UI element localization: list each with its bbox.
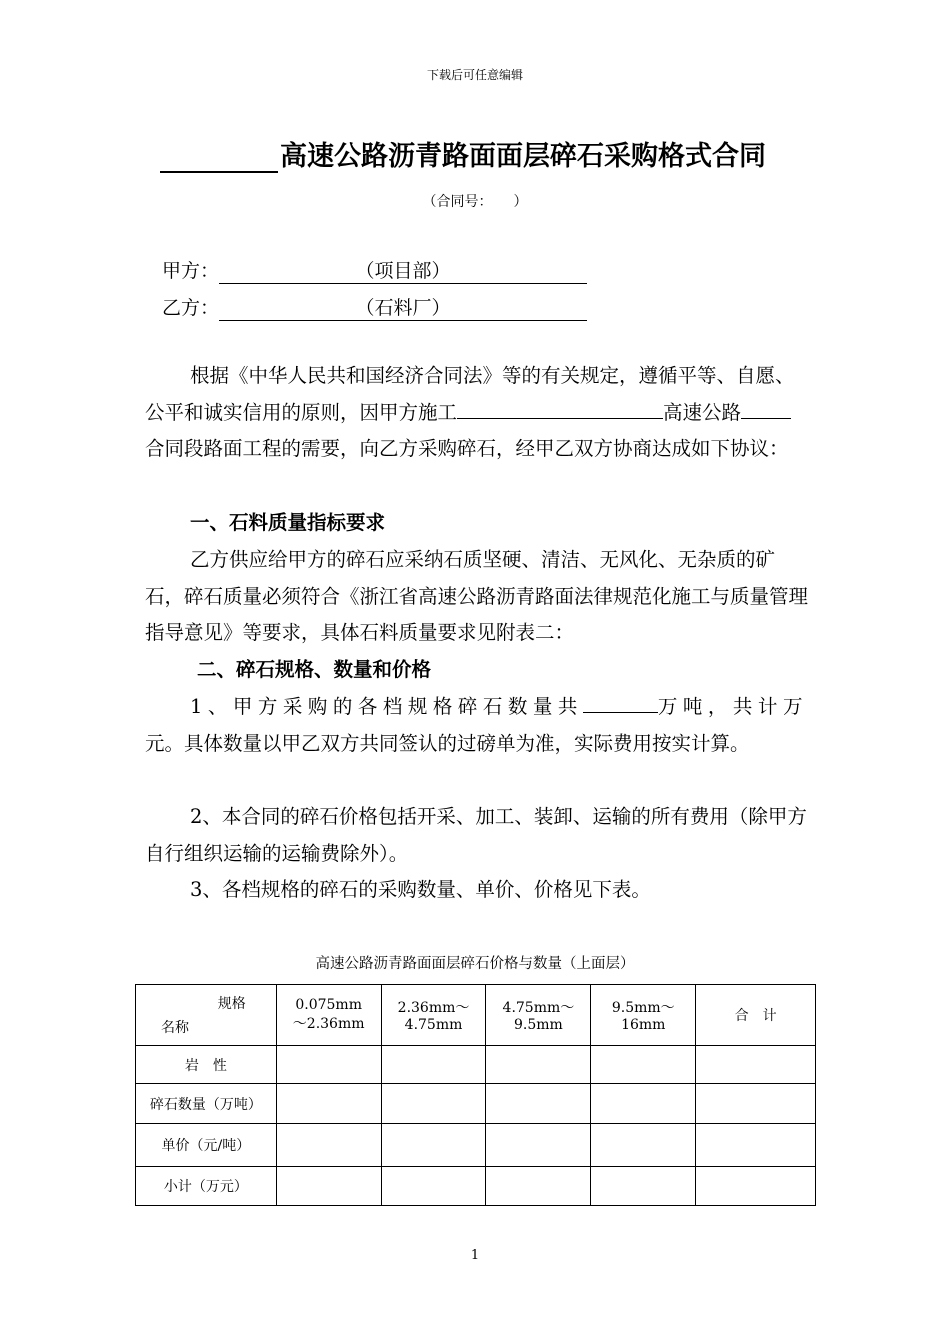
table-cell <box>486 1167 591 1206</box>
column-header: 4.75mm～ 9.5mm <box>486 985 591 1046</box>
item1-part1: 1、甲方采购的各档规格碎石数量共 <box>190 695 583 718</box>
row-label: 小计（万元） <box>136 1167 277 1206</box>
party-a <box>162 256 587 284</box>
item1-blank <box>583 692 658 713</box>
table-cell <box>486 1046 591 1084</box>
contract-number: （合同号： ） <box>422 194 528 210</box>
table-cell <box>591 1084 696 1124</box>
table-cell <box>486 1124 591 1167</box>
item1-part2: 万吨，共计 <box>657 695 783 718</box>
table-cell <box>276 1124 381 1167</box>
table-row <box>136 1084 816 1124</box>
column-header: 9.5mm～ 16mm <box>591 985 696 1046</box>
intro-part3: 合同段路面工程的需要，向乙方采购碎石，经甲乙双方协商达成如下协议： <box>145 437 789 460</box>
row-label: 碎石数量（万吨） <box>136 1084 277 1124</box>
table-cell <box>381 1124 486 1167</box>
intro-paragraph <box>145 358 810 468</box>
table-row <box>136 1124 816 1167</box>
section2-item3: 3、各档规格的碎石的采购数量、单价、价格见下表。 <box>190 878 651 901</box>
table-cell <box>276 1167 381 1206</box>
table-cell <box>381 1084 486 1124</box>
header-note: 下载后可任意编辑 <box>426 68 523 82</box>
section1-text: 乙方供应给甲方的碎石应采纳石质坚硬、清洁、无风化、无杂质的矿石，碎石质量必须符合《浙江省高速公路沥青路面法律规范化施工与质量管理指导意见》等要求，具体石料质量要求见附表二： <box>145 548 809 644</box>
page-number: 1 <box>470 1248 480 1263</box>
party-a-label: 甲方： <box>162 260 220 282</box>
corner-top-label: 规格 <box>217 996 246 1012</box>
intro-blank-1 <box>457 398 663 419</box>
table-cell <box>696 1046 816 1084</box>
corner-bottom-label: 名称 <box>161 1020 189 1036</box>
section2-item2: 2、本合同的碎石价格包括开采、加工、装卸、运输的所有费用（除甲方自行组织运输的运输费除外）。 <box>145 805 807 865</box>
table-caption: 高速公路沥青路面面层碎石价格与数量（上面层） <box>315 956 635 972</box>
column-header: 2.36mm～ 4.75mm <box>381 985 486 1046</box>
table-header-row <box>136 985 816 1046</box>
party-b-line: （石料厂） <box>219 293 587 321</box>
price-quantity-table <box>135 984 816 1206</box>
total-header: 合 计 <box>696 985 816 1046</box>
table-cell <box>591 1124 696 1167</box>
party-a-line: （项目部） <box>219 256 587 284</box>
party-b-label: 乙方： <box>162 297 220 319</box>
table-cell <box>696 1084 816 1124</box>
intro-part1: 根据《中华人民共和国经济合同法》等的有关规定，遵循平等、自愿、公平和诚实信用的原则，因甲方施工 <box>145 364 795 424</box>
table-row <box>136 1167 816 1206</box>
row-label: 岩 性 <box>136 1046 277 1084</box>
page-title <box>160 134 820 173</box>
party-b <box>162 293 587 321</box>
table-cell <box>486 1084 591 1124</box>
column-header: 0.075mm ～2.36mm <box>276 985 381 1046</box>
table-cell <box>696 1167 816 1206</box>
table-cell <box>696 1124 816 1167</box>
intro-blank-2 <box>741 398 791 419</box>
corner-cell <box>136 985 277 1046</box>
table-cell <box>381 1167 486 1206</box>
section1-heading: 一、石料质量指标要求 <box>190 511 386 534</box>
table-row <box>136 1046 816 1084</box>
table-cell <box>591 1046 696 1084</box>
section2-item1 <box>145 689 810 762</box>
table-cell <box>276 1084 381 1124</box>
title-blank <box>160 145 278 173</box>
intro-part2: 高速公路 <box>663 400 742 424</box>
table-cell <box>591 1167 696 1206</box>
row-label: 单价（元/吨） <box>136 1124 277 1167</box>
table-cell <box>276 1046 381 1084</box>
table-cell <box>381 1046 486 1084</box>
section2-heading: 二、碎石规格、数量和价格 <box>197 658 432 681</box>
title-text: 高速公路沥青路面面层碎石采购格式合同 <box>280 141 766 172</box>
item1-part3: 万元。具体数量以甲乙双方共同签认的过磅单为准，实际费用按实计算。 <box>145 695 803 755</box>
